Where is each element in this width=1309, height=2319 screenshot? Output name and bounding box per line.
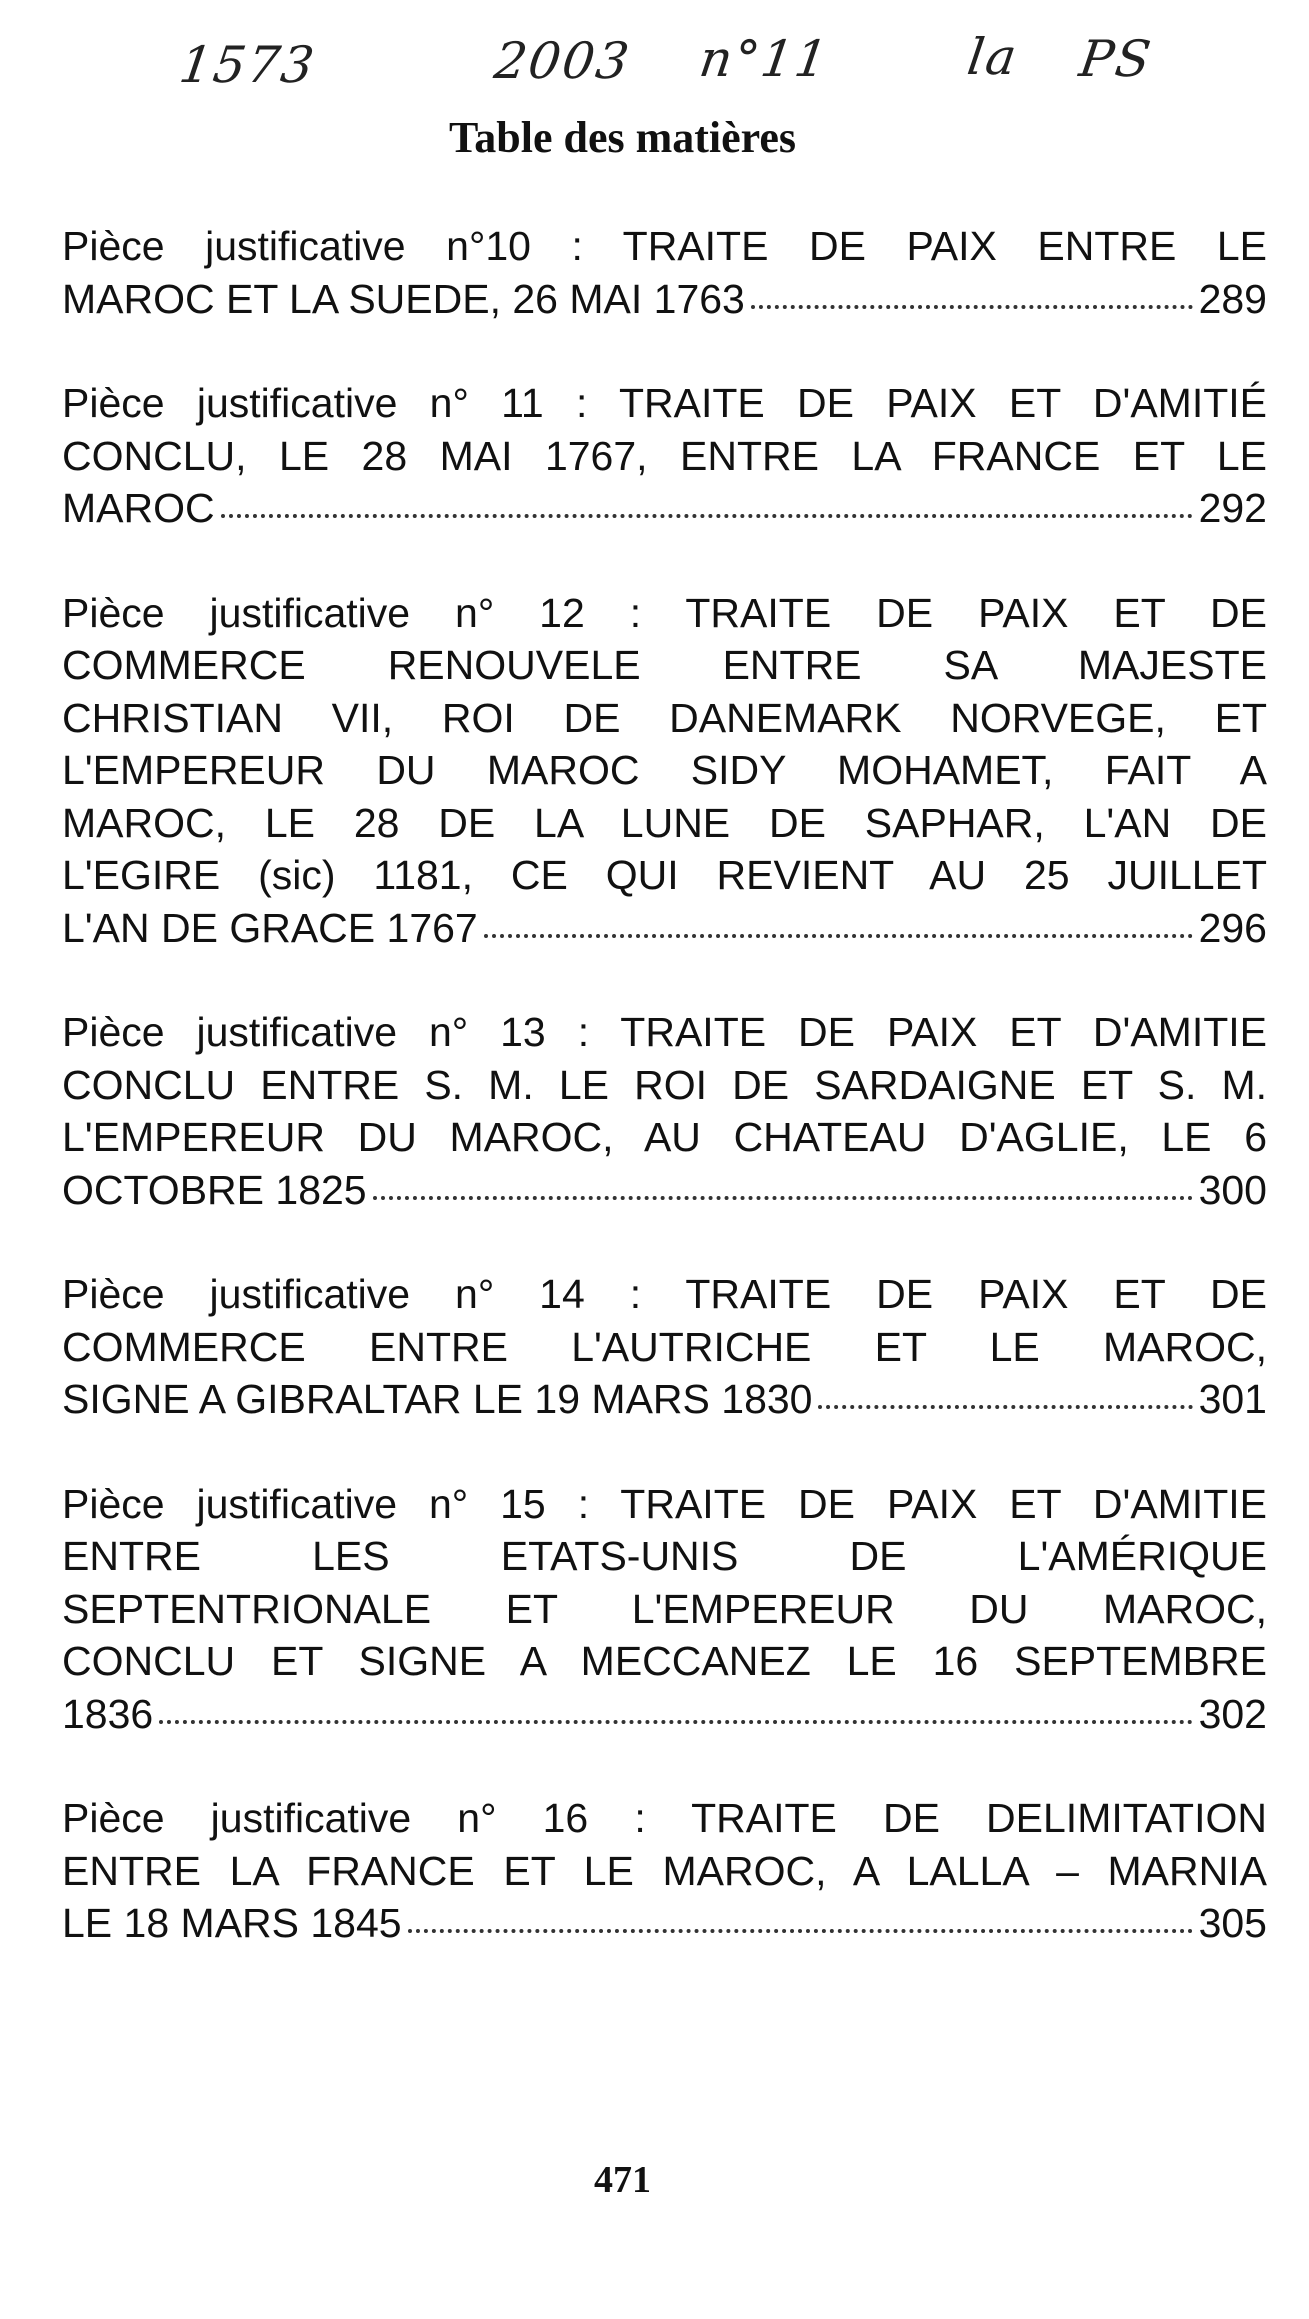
table-of-contents [62, 220, 1267, 2002]
toc-entry-line: CONCLU ENTRE S. M. LE ROI DE SARDAIGNE ET S. M. [62, 1061, 1267, 1108]
toc-entry-page: 301 [1198, 1376, 1267, 1422]
toc-entry [62, 220, 1267, 325]
toc-entry-line: Pièce justificative n° 15 : TRAITE DE PAIX ET D'AMITIE [62, 1480, 1267, 1527]
toc-entry-text: LE 18 MARS 1845 [62, 1900, 402, 1946]
toc-entry-line: COMMERCE RENOUVELE ENTRE SA MAJESTE [62, 642, 1267, 688]
toc-entry-line: Pièce justificative n° 14 : TRAITE DE PAIX ET DE [62, 1271, 1267, 1317]
dot-leader [408, 1929, 1193, 1933]
toc-entry-text: MAROC [62, 485, 215, 531]
toc-entry-line: L'EMPEREUR DU MAROC, AU CHATEAU D'AGLIE, LE 6 [62, 1114, 1267, 1160]
toc-entry-line: Pièce justificative n° 11 : TRAITE DE PAIX ET D'AMITIÉ [62, 380, 1267, 426]
toc-entry-page: 300 [1198, 1166, 1267, 1213]
toc-entry [62, 587, 1267, 955]
dot-leader [221, 514, 1193, 518]
toc-entry-line: Pièce justificative n° 13 : TRAITE DE PAIX ET D'AMITIE [62, 1009, 1267, 1055]
toc-entry-last-line [62, 902, 1267, 955]
toc-entry-text: OCTOBRE 1825 [62, 1166, 367, 1213]
page-title: Table des matières [448, 113, 797, 162]
handwritten-note: PS [1075, 30, 1156, 88]
toc-entry [62, 1792, 1267, 1950]
toc-entry-line: Pièce justificative n°10 : TRAITE DE PAIX ENTRE LE [62, 223, 1267, 269]
toc-entry-line: CONCLU ET SIGNE A MECCANEZ LE 16 SEPTEMBRE [62, 1638, 1267, 1684]
dot-leader [373, 1196, 1193, 1200]
toc-entry-text: L'AN DE GRACE 1767 [62, 904, 478, 951]
toc-entry-page: 292 [1198, 485, 1267, 531]
toc-entry-text: MAROC ET LA SUEDE, 26 MAI 1763 [62, 275, 745, 322]
handwritten-note: 2003 [490, 32, 635, 90]
toc-entry-text: 1836 [62, 1690, 154, 1737]
handwritten-annotations [0, 28, 1309, 108]
toc-entry-last-line [62, 1688, 1267, 1741]
handwritten-note: la [963, 28, 1022, 86]
toc-entry-page: 302 [1198, 1690, 1267, 1737]
toc-entry-line: CHRISTIAN VII, ROI DE DANEMARK NORVEGE, ET [62, 694, 1267, 741]
toc-entry [62, 1006, 1267, 1216]
toc-entry-last-line [62, 1164, 1267, 1217]
toc-entry-line: CONCLU, LE 28 MAI 1767, ENTRE LA FRANCE ET LE [62, 432, 1267, 479]
handwritten-note: 1573 [175, 36, 320, 94]
toc-entry-line: ENTRE LA FRANCE ET LE MAROC, A LALLA – MARNIA [62, 1847, 1267, 1894]
toc-entry-text: SIGNE A GIBRALTAR LE 19 MARS 1830 [62, 1376, 813, 1422]
handwritten-note: n°11 [695, 30, 833, 88]
dot-leader [159, 1720, 1192, 1724]
toc-entry-line: MAROC, LE 28 DE LA LUNE DE SAPHAR, L'AN DE [62, 799, 1267, 846]
toc-entry-line: Pièce justificative n° 12 : TRAITE DE PAIX ET DE [62, 589, 1267, 636]
toc-entry-line: Pièce justificative n° 16 : TRAITE DE DELIMITATION [62, 1795, 1267, 1841]
toc-entry [62, 377, 1267, 535]
toc-entry-last-line [62, 482, 1267, 535]
toc-entry-line: SEPTENTRIONALE ET L'EMPEREUR DU MAROC, [62, 1585, 1267, 1632]
dot-leader [484, 934, 1193, 938]
toc-entry-line: COMMERCE ENTRE L'AUTRICHE ET LE MAROC, [62, 1323, 1267, 1370]
toc-entry-last-line [62, 273, 1267, 326]
toc-entry-last-line [62, 1373, 1267, 1426]
toc-entry [62, 1268, 1267, 1426]
toc-entry-page: 289 [1198, 275, 1267, 322]
toc-entry-line: ENTRE LES ETATS-UNIS DE L'AMÉRIQUE [62, 1533, 1267, 1579]
toc-entry-page: 305 [1198, 1900, 1267, 1946]
toc-entry-line: L'EGIRE (sic) 1181, CE QUI REVIENT AU 25 JUILLET [62, 852, 1267, 898]
toc-entry-last-line [62, 1897, 1267, 1950]
page-number: 471 [594, 2159, 651, 2201]
dot-leader [751, 305, 1193, 309]
toc-entry-page: 296 [1198, 904, 1267, 951]
toc-entry-line: L'EMPEREUR DU MAROC SIDY MOHAMET, FAIT A [62, 747, 1267, 793]
dot-leader [818, 1405, 1192, 1409]
toc-entry [62, 1478, 1267, 1741]
